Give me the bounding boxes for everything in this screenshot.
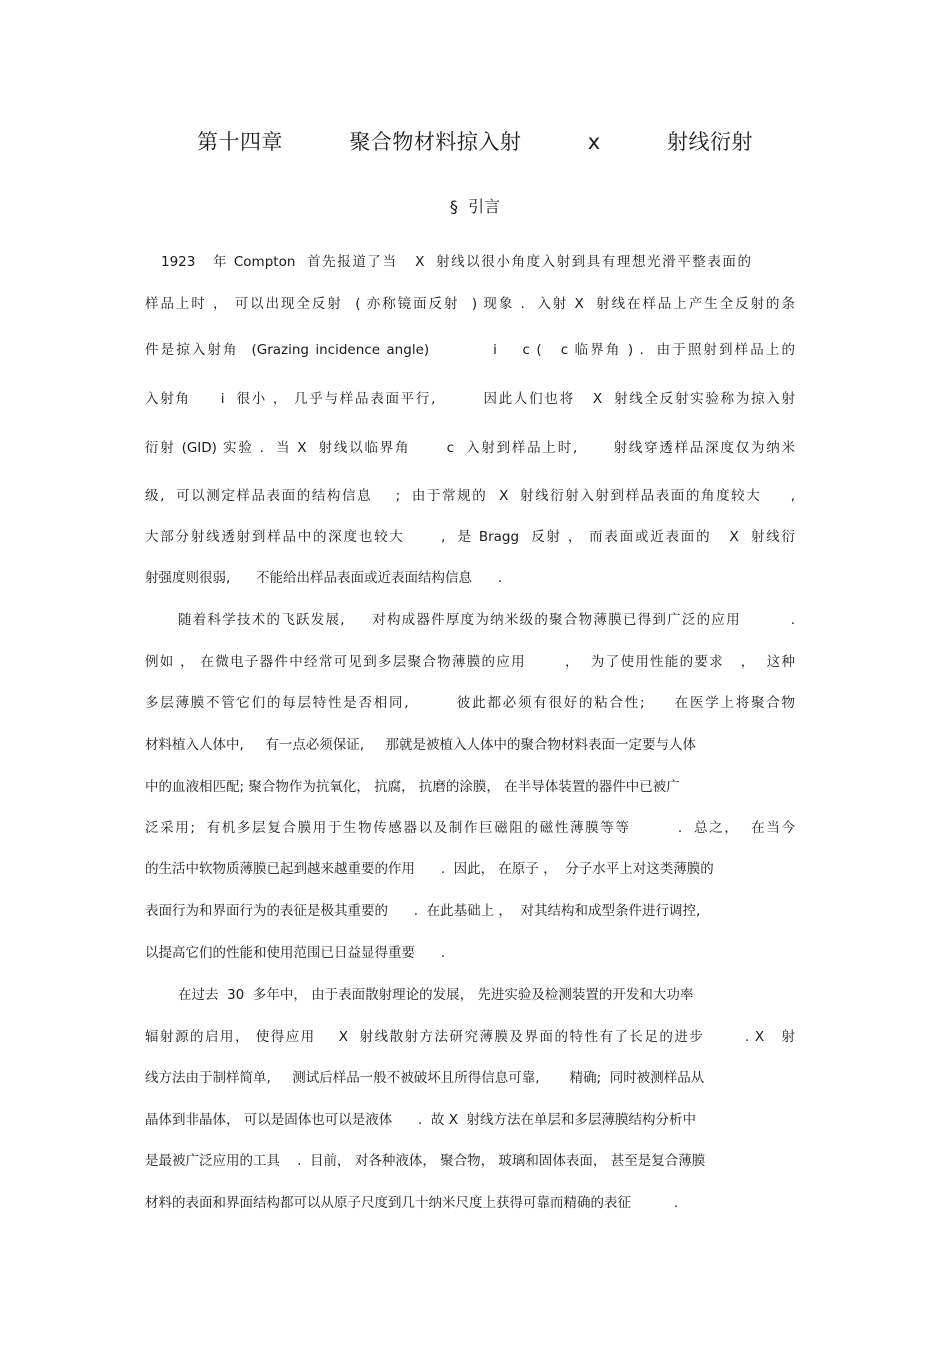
paragraph-line: 件是掠入射角 (Grazing incidence angle) i c ( c 临界角 ) . 由于照射到样品上的 bbox=[145, 342, 795, 358]
paragraph-line: 衍射 (GID) 实验 . 当 X 射线以临界角 c 入射到样品上时, 射线穿透样品深度仅为纳米 bbox=[145, 440, 795, 456]
paragraph-line: 样品上时 ， 可以出现全反射 ( 亦称镜面反射 ) 现象 . 入射 X 射线在样品上产生全反射的条 bbox=[145, 296, 795, 312]
paragraph-line: 泛采用; 有机多层复合膜用于生物传感器以及制作巨磁阻的磁性薄膜等等 . 总之， 在当今 bbox=[145, 820, 795, 836]
paragraph-line: 大部分射线透射到样品中的深度也较大 , 是 Bragg 反射 ， 而表面或近表面的 X 射线衍 bbox=[145, 529, 795, 545]
paragraph-line: 1923 年 Compton 首先报道了当 X 射线以很小角度入射到具有理想光滑平整表面的 bbox=[161, 254, 751, 270]
section-heading: § 引言 bbox=[449, 197, 501, 216]
paragraph-line: 在过去 30 多年中， 由于表面散射理论的发展， 先进实验及检测装置的开发和大功率 bbox=[178, 987, 694, 1003]
chapter-title: 第十四章 聚合物材料掠入射 x 射线衍射 bbox=[197, 130, 753, 154]
paragraph-line: 射强度则很弱, 不能给出样品表面或近表面结构信息 . bbox=[145, 570, 503, 586]
paragraph-line: 晶体到非晶体， 可以是固体也可以是液体 . 故 X 射线方法在单层和多层薄膜结构分析中 bbox=[145, 1112, 697, 1128]
paragraph-line: 随着科学技术的飞跃发展, 对构成器件厚度为纳米级的聚合物薄膜已得到广泛的应用 . bbox=[178, 612, 795, 628]
paragraph-line: 例如 ， 在微电子器件中经常可见到多层聚合物薄膜的应用 ， 为了使用性能的要求 ， 这种 bbox=[145, 654, 795, 670]
paragraph-line: 是最被广泛应用的工具 . 目前， 对各种液体， 聚合物， 玻璃和固体表面， 甚至是复合薄膜 bbox=[145, 1153, 706, 1169]
paragraph-line: 辐射源的启用， 使得应用 X 射线散射方法研究薄膜及界面的特性有了长足的进步 . X 射 bbox=[145, 1029, 795, 1045]
paragraph-line: 以提高它们的性能和使用范围已日益显得重要 . bbox=[145, 945, 446, 961]
paragraph-line: 入射角 i 很小 ， 几乎与样品表面平行, 因此人们也将 X 射线全反射实验称为掠入射 bbox=[145, 391, 795, 407]
paragraph-line: 级, 可以测定样品表面的结构信息 ; 由于常规的 X 射线衍射入射到样品表面的角度较大 , bbox=[145, 488, 795, 504]
paragraph-line: 线方法由于制样简单, 测试后样品一般不被破坏且所得信息可靠, 精确; 同时被测样品从 bbox=[145, 1070, 705, 1086]
paragraph-line: 表面行为和界面行为的表征是极其重要的 . 在此基础上 ， 对其结构和成型条件进行调控, bbox=[145, 903, 701, 919]
paragraph-line: 材料的表面和界面结构都可以从原子尺度到几十纳米尺度上获得可靠而精确的表征 . bbox=[145, 1195, 679, 1211]
paragraph-line: 材料植入人体中, 有一点必须保证, 那就是被植入人体中的聚合物材料表面一定要与人体 bbox=[145, 737, 696, 753]
paragraph-line: 的生活中软物质薄膜已起到越来越重要的作用 . 因此， 在原子 ， 分子水平上对这类薄膜的 bbox=[145, 861, 714, 877]
paragraph-line: 多层薄膜不管它们的每层特性是否相同, 彼此都必须有很好的粘合性; 在医学上将聚合物 bbox=[145, 695, 795, 711]
paragraph-line: 中的血液相匹配; 聚合物作为抗氧化， 抗腐， 抗磨的涂膜， 在半导体装置的器件中已被广 bbox=[145, 779, 680, 795]
